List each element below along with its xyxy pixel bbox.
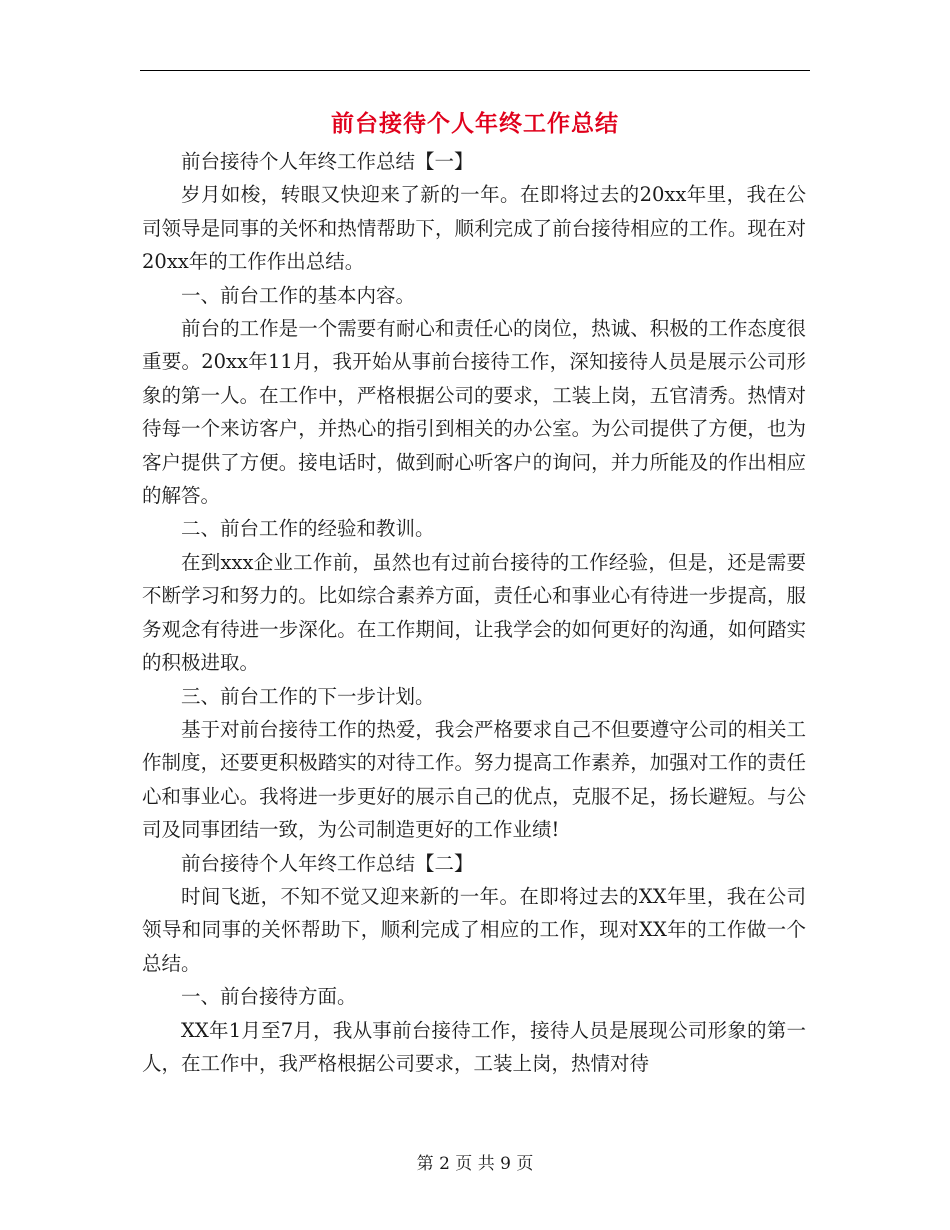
- document-title: 前台接待个人年终工作总结: [331, 110, 619, 137]
- subheading: 二、前台工作的经验和教训。: [181, 517, 435, 541]
- section-heading-1: 前台接待个人年终工作总结【一】: [181, 150, 474, 173]
- header-rule: [140, 70, 810, 71]
- subheading: 一、前台接待方面。: [181, 985, 357, 1009]
- paragraph: 岁月如梭，转眼又快迎来了新的一年。在即将过去的20xx年里，我在公司领导是同事的关怀和热情帮助下，顺利完成了前台接待相应的工作。现在对20xx年的工作作出总结。: [142, 183, 806, 274]
- paragraph: 在到xxx企业工作前，虽然也有过前台接待的工作经验，但是，还是需要不断学习和努力的。比如综合素养方面，责任心和事业心有待进一步提高，服务观念有待进一步深化。在工作期间，让我学会的如何更好的沟通，如何踏实的积极进取。: [142, 550, 806, 675]
- document-body: [142, 145, 806, 1080]
- subheading: 三、前台工作的下一步计划。: [181, 684, 435, 708]
- page-footer: [0, 1152, 950, 1176]
- subheading: 一、前台工作的基本内容。: [181, 283, 416, 307]
- page-number: 第 2 页 共 9 页: [416, 1154, 534, 1174]
- paragraph: XX年1月至7月，我从事前台接待工作，接待人员是展现公司形象的第一人，在工作中，我严格根据公司要求，工装上岗，热情对待: [142, 1018, 806, 1075]
- paragraph: 基于对前台接待工作的热爱，我会严格要求自己不但要遵守公司的相关工作制度，还要更积极踏实的对待工作。努力提高工作素养，加强对工作的责任心和事业心。我将进一步更好的展示自己的优点，克服不足，扬长避短。与公司及同事团结一致，为公司制造更好的工作业绩!: [142, 717, 806, 842]
- paragraph: 前台的工作是一个需要有耐心和责任心的岗位，热诚、积极的工作态度很重要。20xx年11月，我开始从事前台接待工作，深知接待人员是展示公司形象的第一人。在工作中，严格根据公司的要求，工装上岗，五官清秀。热情对待每一个来访客户，并热心的指引到相关的办公室。为公司提供了方便，也为客户提供了方便。接电话时，做到耐心听客户的询问，并力所能及的作出相应的解答。: [142, 317, 806, 508]
- paragraph: 时间飞逝，不知不觉又迎来新的一年。在即将过去的XX年里，我在公司领导和同事的关怀帮助下，顺利完成了相应的工作，现对XX年的工作做一个总结。: [142, 884, 806, 975]
- section-heading-2: 前台接待个人年终工作总结【二】: [181, 851, 474, 875]
